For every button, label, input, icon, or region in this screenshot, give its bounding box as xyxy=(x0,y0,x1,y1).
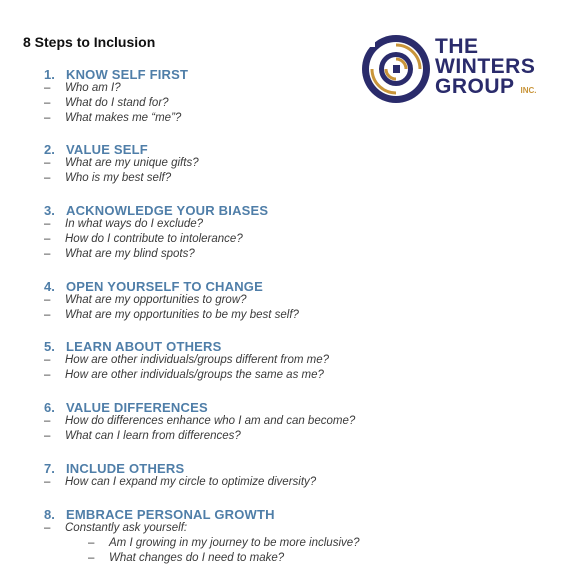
dash-bullet: – xyxy=(44,82,51,94)
dash-bullet: – xyxy=(44,354,51,366)
step-heading: ACKNOWLEDGE YOUR BIASES xyxy=(66,203,269,218)
step-number: 3. xyxy=(44,203,55,218)
dash-bullet: – xyxy=(44,522,51,534)
dash-bullet: – xyxy=(44,233,51,245)
step-number: 4. xyxy=(44,279,55,294)
logo-line-3: GROUP INC. xyxy=(435,75,537,98)
dash-bullet: – xyxy=(44,157,51,169)
question-text: How do differences enhance who I am and can become? xyxy=(65,415,356,427)
dash-bullet: – xyxy=(44,369,51,381)
logo-inc: INC. xyxy=(520,86,537,95)
question-text: What makes me “me”? xyxy=(65,112,182,124)
step-heading: EMBRACE PERSONAL GROWTH xyxy=(66,507,275,522)
question-text: What can I learn from differences? xyxy=(65,430,241,442)
question-text: Who is my best self? xyxy=(65,172,172,184)
step-heading: LEARN ABOUT OTHERS xyxy=(66,339,222,354)
step-heading: OPEN YOURSELF TO CHANGE xyxy=(66,279,263,294)
question-text: How do I contribute to intolerance? xyxy=(65,233,243,245)
question-text: What are my opportunities to be my best self? xyxy=(65,309,299,321)
step-number: 5. xyxy=(44,339,55,354)
step-number: 1. xyxy=(44,67,55,82)
dash-bullet: – xyxy=(44,112,51,124)
question-text: Am I growing in my journey to be more inclusive? xyxy=(109,537,360,549)
step-heading: INCLUDE OTHERS xyxy=(66,461,185,476)
question-text: Who am I? xyxy=(65,82,121,94)
question-text: What are my unique gifts? xyxy=(65,157,199,169)
step-number: 2. xyxy=(44,142,55,157)
question-text: How can I expand my circle to optimize diversity? xyxy=(65,476,317,488)
logo-line-2: WINTERS xyxy=(435,55,536,78)
question-text: How are other individuals/groups different from me? xyxy=(65,354,329,366)
question-text: What changes do I need to make? xyxy=(109,552,285,564)
dash-bullet: – xyxy=(88,552,95,564)
step-heading: VALUE SELF xyxy=(66,142,148,157)
dash-bullet: – xyxy=(44,415,51,427)
step-number: 6. xyxy=(44,400,55,415)
question-text: What do I stand for? xyxy=(65,97,169,109)
question-text: Constantly ask yourself: xyxy=(65,522,188,534)
dash-bullet: – xyxy=(44,309,51,321)
question-text: In what ways do I exclude? xyxy=(65,218,204,230)
step-heading: VALUE DIFFERENCES xyxy=(66,400,208,415)
dash-bullet: – xyxy=(44,218,51,230)
dash-bullet: – xyxy=(44,97,51,109)
question-text: What are my blind spots? xyxy=(65,248,195,260)
question-text: How are other individuals/groups the same as me? xyxy=(65,369,324,381)
dash-bullet: – xyxy=(44,294,51,306)
question-text: What are my opportunities to grow? xyxy=(65,294,247,306)
dash-bullet: – xyxy=(44,476,51,488)
step-number: 8. xyxy=(44,507,55,522)
step-heading: KNOW SELF FIRST xyxy=(66,67,189,82)
page-title: 8 Steps to Inclusion xyxy=(23,34,156,50)
dash-bullet: – xyxy=(44,248,51,260)
dash-bullet: – xyxy=(88,537,95,549)
logo-line-1: THE xyxy=(435,35,479,58)
dash-bullet: – xyxy=(44,430,51,442)
step-number: 7. xyxy=(44,461,55,476)
dash-bullet: – xyxy=(44,172,51,184)
